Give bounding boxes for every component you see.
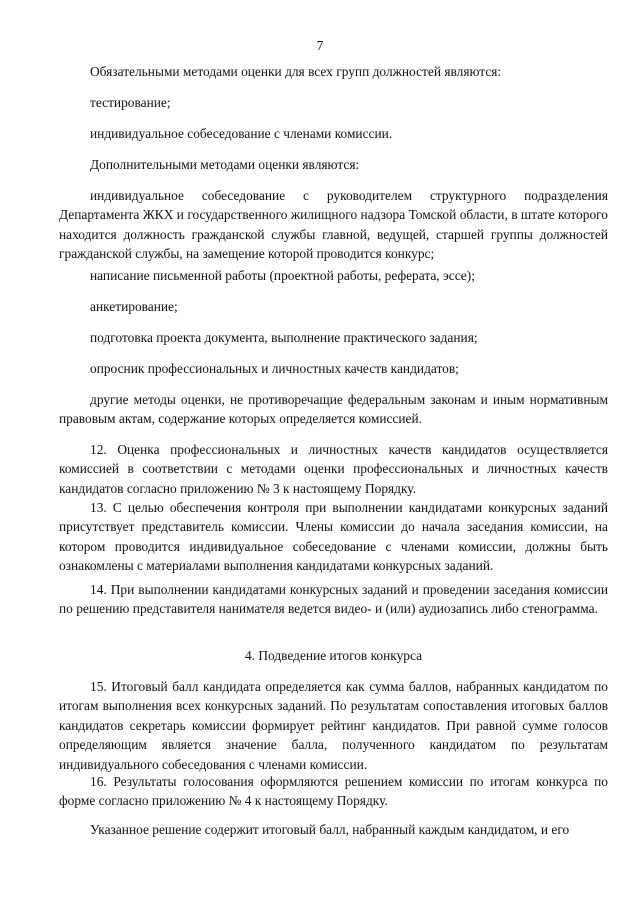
list-item-interview-commission: индивидуальное собеседование с членами комиссии. xyxy=(90,126,393,141)
paragraph-additional-methods: Дополнительными методами оценки являются: xyxy=(90,157,360,172)
paragraph-mandatory-methods: Обязательными методами оценки для всех групп должностей являются: xyxy=(90,64,502,79)
paragraph-14: 14. При выполнении кандидатами конкурсных заданий и проведении заседания комиссии по решению представителя нанимателя ведется видео- и (или) аудиозапись либо стенограмма. xyxy=(59,582,608,617)
paragraph-13: 13. С целью обеспечения контроля при выполнении кандидатами конкурсных заданий присутствует представитель комиссии. Члены комиссии до начала заседания комиссии, на котором проводится индивидуальное собеседование с членами комиссии, должны быть ознакомлены с материалами выполнения кандидатами конкурсных заданий. xyxy=(59,500,608,574)
list-item-interview-head: индивидуальное собеседование с руководителем структурного подразделения Департамента ЖКХ и государственного жилищного надзора Томской области, в штате которого находится должность гражданской службы главной, ведущей, старшей группы должностей гражданской службы, на замещение которой проводится конкурс; xyxy=(59,188,608,262)
paragraph-decision: Указанное решение содержит итоговый балл, набранный каждым кандидатом, и его xyxy=(90,822,570,837)
paragraph-16: 16. Результаты голосования оформляются решением комиссии по итогам конкурса по форме согласно приложению № 4 к настоящему Порядку. xyxy=(59,774,608,809)
page-number: 7 xyxy=(316,38,324,53)
list-item-document-draft: подготовка проекта документа, выполнение практического задания; xyxy=(90,330,478,345)
list-item-written-work: написание письменной работы (проектной работы, реферата, эссе); xyxy=(90,268,475,283)
paragraph-12: 12. Оценка профессиональных и личностных качеств кандидатов осуществляется комиссией в соответствии с методами оценки профессиональных и личностных качеств кандидатов согласно приложению № 3 к настоящему Порядку. xyxy=(59,442,608,496)
section-heading: 4. Подведение итогов конкурса xyxy=(244,648,423,663)
list-item-testing: тестирование; xyxy=(90,95,171,110)
list-item-quality-survey: опросник профессиональных и личностных качеств кандидатов; xyxy=(90,361,459,376)
list-item-questionnaire: анкетирование; xyxy=(90,299,178,314)
list-item-other-methods: другие методы оценки, не противоречащие федеральным законам и иным нормативным правовым актам, содержание которых определяется комиссией. xyxy=(59,392,608,427)
paragraph-15: 15. Итоговый балл кандидата определяется как сумма баллов, набранных кандидатом по итогам выполнения всех конкурсных заданий. По результатам сопоставления итоговых баллов кандидатов секретарь комиссии формирует рейтинг кандидатов. При равной сумме голосов определяющим является значение балла, полученного кандидатом по результатам индивидуального собеседования с членами комиссии. xyxy=(59,679,608,772)
